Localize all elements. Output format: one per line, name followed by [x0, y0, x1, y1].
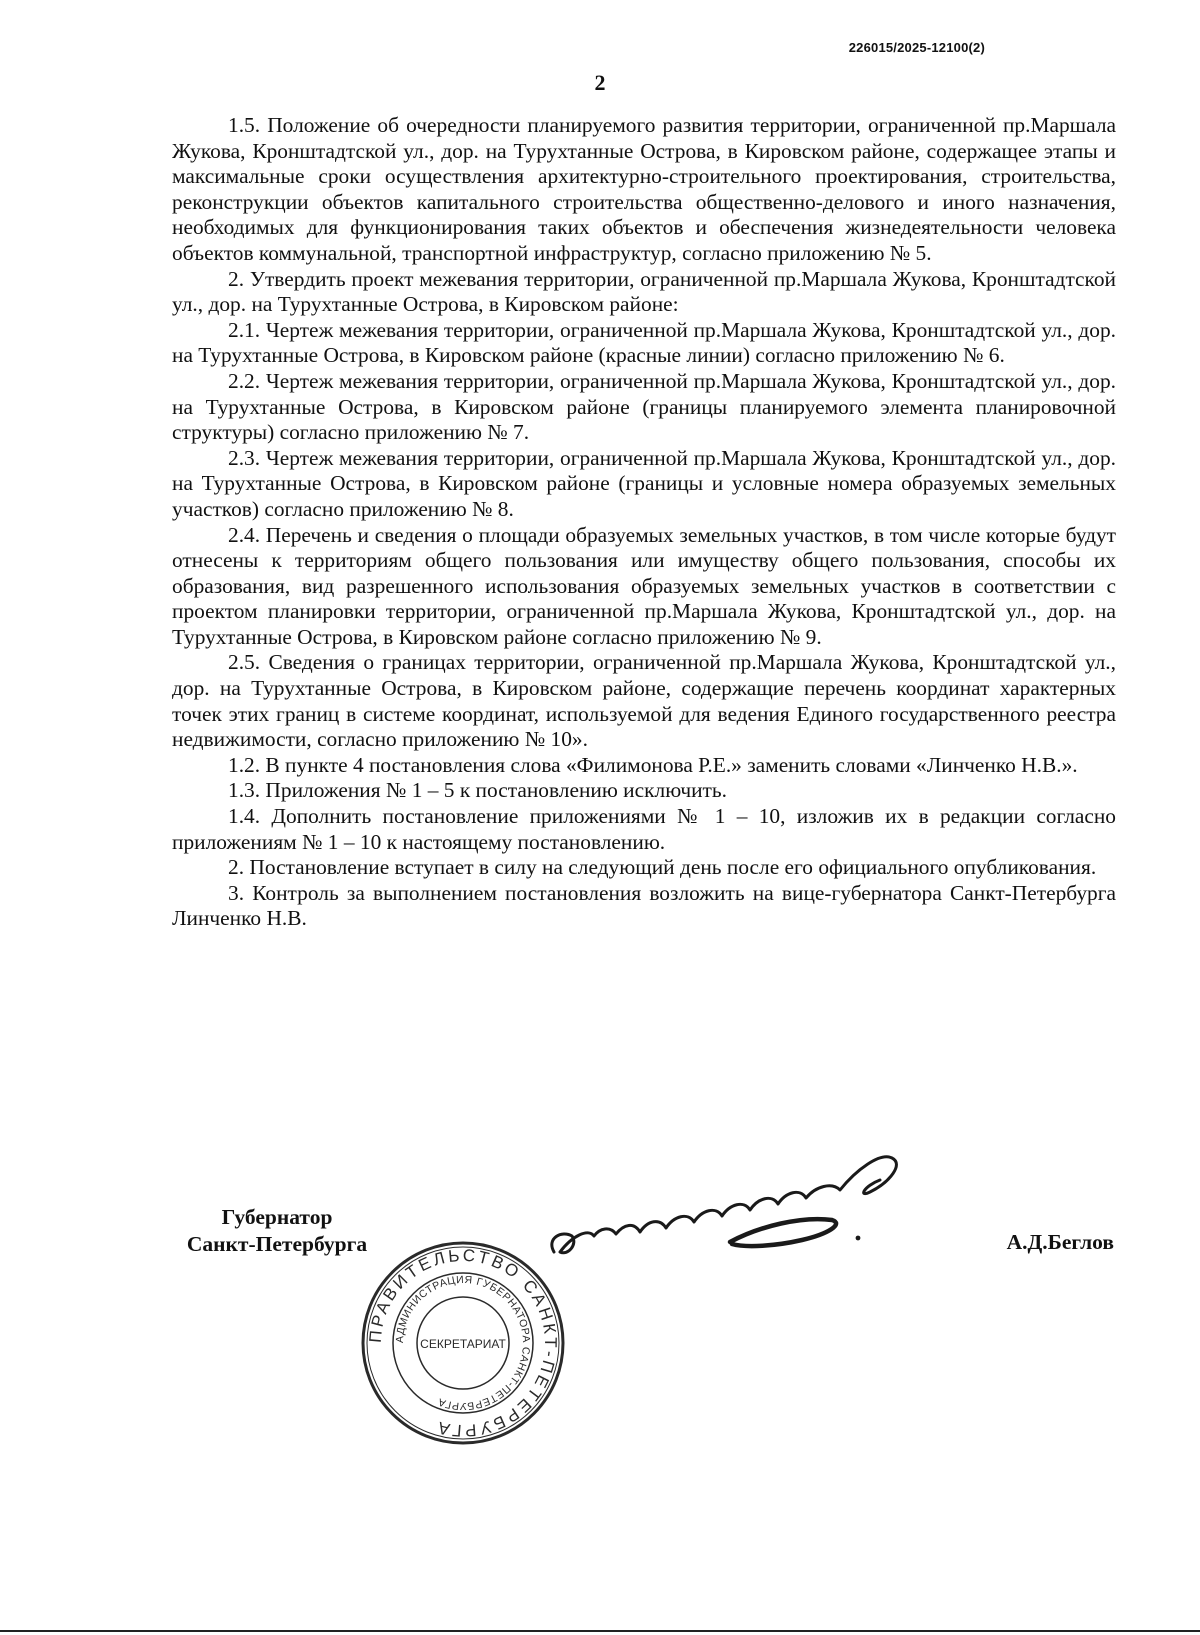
paragraph: 2.3. Чертеж межевания территории, ограниченной пр.Маршала Жукова, Кронштадтской ул., дор. на Турухтанные Острова, в Кировском районе (границы и условные номера образуемых земельных участков) согласно приложению № 8.: [172, 445, 1116, 521]
paragraph: 2. Постановление вступает в силу на следующий день после его официального опубликования.: [228, 855, 1097, 880]
official-seal: [358, 1238, 568, 1448]
paragraph: 3. Контроль за выполнением постановления возложить на вице-губернатора Санкт-Петербурга Линченко Н.В.: [172, 880, 1116, 931]
signatory-title-line: Губернатор: [221, 1205, 333, 1229]
paragraph: 2.1. Чертеж межевания территории, ограниченной пр.Маршала Жукова, Кронштадтской ул., дор. на Турухтанные Острова, в Кировском районе (красные линии) согласно приложению № 6.: [172, 317, 1116, 368]
paragraph: 2.5. Сведения о границах территории, ограниченной пр.Маршала Жукова, Кронштадтской ул., дор. на Турухтанные Острова, в Кировском районе, содержащие перечень координат характерных точек этих границ в системе координат, используемой для ведения Единого государственного реестра недвижимости, согласно приложению № 10».: [172, 650, 1116, 752]
paragraph: 2.2. Чертеж межевания территории, ограниченной пр.Маршала Жукова, Кронштадтской ул., дор. на Турухтанные Острова, в Кировском районе (границы планируемого элемента планировочной структуры) согласно приложению № 7.: [172, 368, 1116, 445]
paragraph: 1.5. Положение об очередности планируемого развития территории, ограниченной пр.Маршала Жукова, Кронштадтской ул., дор. на Турухтанные Острова, в Кировском районе, содержащее этапы и максимальные сроки осуществления архитектурно-строительного проектирования, строительства, реконструкции объектов капитального строительства общественно-делового и иного назначения, необходимых для функционирования таких объектов и обеспечения жизнедеятельности человека объектов коммунальной, транспортной инфраструктур, согласно приложению № 5.: [172, 113, 1116, 265]
document-body: [172, 113, 1116, 932]
page-number: 2: [594, 70, 606, 95]
signatory-name: А.Д.Беглов: [1006, 1230, 1114, 1254]
signatory-title: [172, 1204, 382, 1258]
signatory-title-line: Санкт-Петербурга: [186, 1232, 368, 1256]
seal-outer-text: ПРАВИТЕЛЬСТВО САНКТ-ПЕТЕРБУРГА: [365, 1245, 561, 1441]
paragraph: 1.3. Приложения № 1 – 5 к постановлению исключить.: [228, 778, 728, 803]
paragraph: 2. Утвердить проект межевания территории, ограниченной пр.Маршала Жукова, Кронштадтской ул., дор. на Турухтанные Острова, в Кировском районе:: [172, 266, 1116, 317]
seal-inner-text: АДМИНИСТРАЦИЯ ГУБЕРНАТОРА САНКТ-ПЕТЕРБУРГА: [393, 1273, 533, 1413]
paragraph: 2.4. Перечень и сведения о площади образуемых земельных участков, в том числе которые будут отнесены к территориям общего пользования или имуществу общего пользования, способы их образования, вид разрешенного использования образуемых земельных участков в соответствии с проектом планировки территории, ограниченной пр.Маршала Жукова, Кронштадтской ул., дор. на Турухтанные Острова, в Кировском районе согласно приложению № 9.: [172, 522, 1116, 649]
seal-center-text: СЕКРЕТАРИАТ: [420, 1337, 506, 1351]
handwritten-signature: [540, 1140, 940, 1270]
scan-edge-line: [0, 1630, 1200, 1632]
paragraph: 1.4. Дополнить постановление приложениями № 1 – 10, изложив их в редакции согласно приложениям № 1 – 10 к настоящему постановлению.: [172, 804, 1116, 854]
paragraph: 1.2. В пункте 4 постановления слова «Филимонова Р.Е.» заменить словами «Линченко Н.В.».: [228, 752, 1078, 777]
document-number: 226015/2025-12100(2): [848, 40, 985, 55]
